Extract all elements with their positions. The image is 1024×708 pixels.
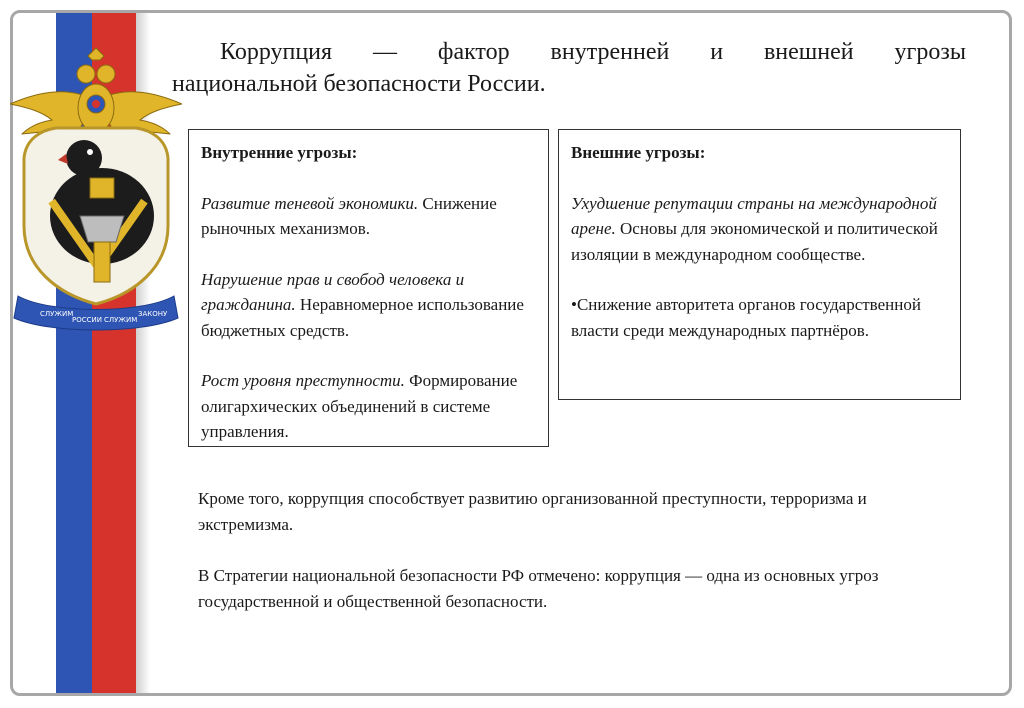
- title-line-2: национальной безопасности России.: [172, 71, 546, 97]
- ribbon-text-4: ЗАКОНУ: [138, 310, 168, 318]
- ribbon-text-3: СЛУЖИМ: [104, 316, 138, 324]
- internal-threats-box: [188, 129, 549, 447]
- conclusion-paragraph-2: В Стратегии национальной безопасности РФ отмечено: коррупция — одна из основных угроз государственной и общественной безопасности.: [198, 566, 879, 611]
- ribbon-text-1: СЛУЖИМ: [40, 310, 74, 318]
- external-threat-text: •Снижение авторитета органов государственной власти среди международных партнёров.: [571, 295, 921, 340]
- external-threats-header: Внешние угрозы:: [571, 143, 706, 162]
- external-threat-italic: Ухудшение репутации страны на международной арене.: [571, 193, 937, 238]
- internal-threat-text: Формирование олигархических объединений в системе управления.: [201, 371, 518, 441]
- title-line-1: Коррупция — фактор внутренней и внешней угрозы: [220, 39, 966, 65]
- external-threat-item: [571, 292, 948, 343]
- conclusion-text: [198, 486, 918, 640]
- slide-title: [172, 36, 966, 100]
- external-threat-item: [571, 191, 948, 268]
- internal-threat-italic: Рост уровня преступности.: [201, 371, 405, 390]
- ribbon-text-2: РОССИИ: [72, 316, 102, 324]
- external-threats-box: [558, 129, 961, 400]
- internal-threat-italic: Развитие теневой экономики.: [201, 193, 419, 213]
- internal-threat-item: [201, 368, 536, 445]
- conclusion-paragraph-1: Кроме того, коррупция способствует развитию организованной преступности, терроризма и экстремизма.: [198, 489, 867, 534]
- internal-threat-item: [201, 267, 536, 344]
- police-emblem-icon: [10, 46, 182, 334]
- internal-threat-item: [201, 191, 536, 242]
- external-threat-text: Основы для экономической и политической изоляции в международном сообществе.: [571, 219, 938, 264]
- internal-threat-italic: Нарушение прав и свобод человека и гражданина.: [201, 269, 465, 314]
- internal-threat-text: Неравномерное использование бюджетных средств.: [201, 295, 524, 340]
- internal-threat-text: Снижение рыночных механизмов.: [201, 193, 497, 238]
- internal-threats-header: Внутренние угрозы:: [201, 143, 358, 162]
